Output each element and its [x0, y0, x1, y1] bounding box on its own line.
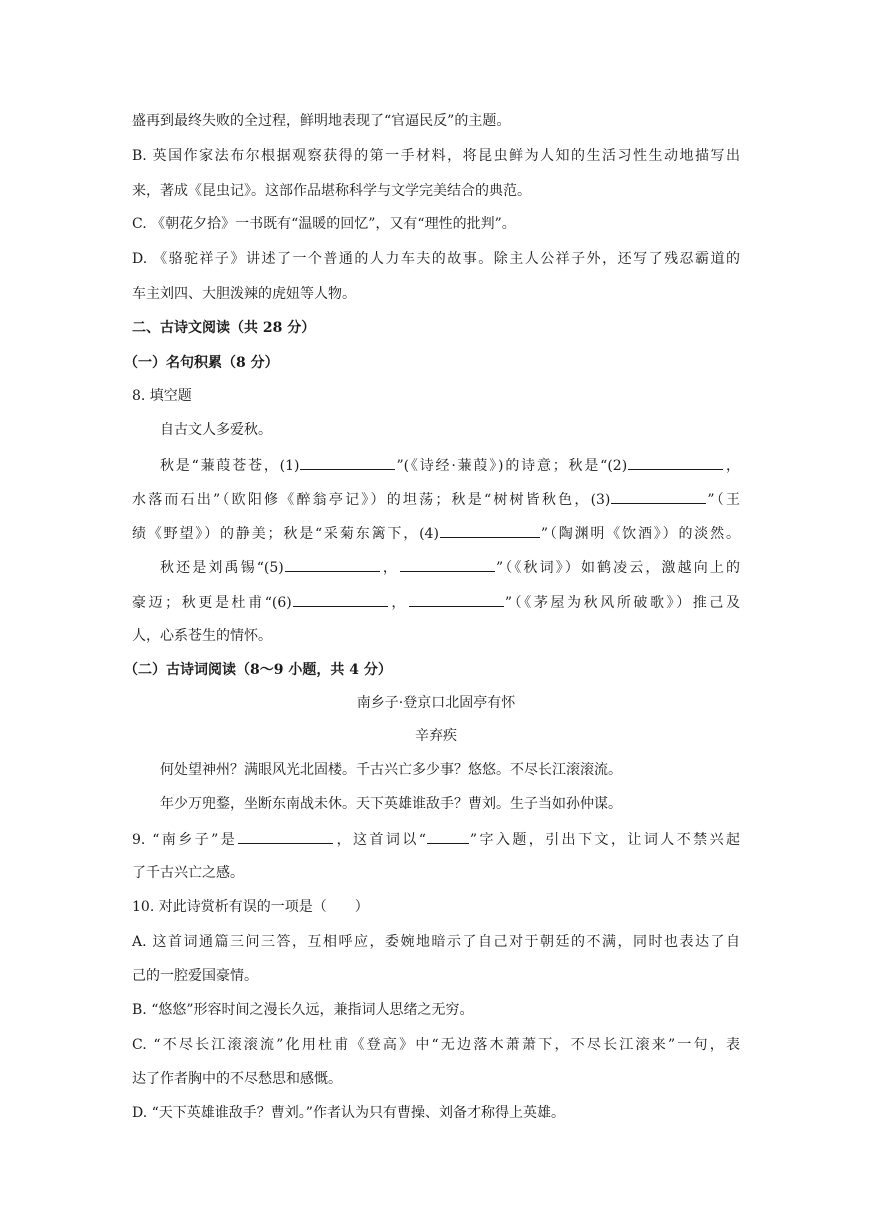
fill-blank-3[interactable] [611, 489, 706, 504]
q8-text: ， [388, 595, 408, 611]
q9-text: 9. “南乡子”是 [132, 832, 238, 848]
fill-blank-5b[interactable] [400, 557, 495, 572]
fill-blank-6a[interactable] [293, 592, 388, 607]
q10-option-b: B. “悠悠”形容时间之漫长久远，兼指词人思绪之无穷。 [132, 1002, 474, 1018]
q8-text: 水落而石出”（欧阳修《醉翁亭记》）的坦荡；秋是“树树皆秋色，(3) [132, 492, 611, 508]
poem-author: 辛弃疾 [415, 728, 457, 744]
q8-text: 秋是“蒹葭苍苍，(1) [160, 458, 300, 474]
question-9-line2: 了千古兴亡之感。 [132, 865, 244, 881]
question-8-line3 [132, 523, 740, 544]
option-d-line1: D. 《骆驼祥子》讲述了一个普通的人力车夫的故事。除主人公祥子外，还写了残忍霸道的 [132, 251, 740, 267]
poem-line-2: 年少万兜鍪，坐断东南战未休。天下英雄谁敌手？曹刘。生子当如孙仲谋。 [160, 796, 622, 812]
q9-text: ”字入题，引出下文，让词人不禁兴起 [469, 832, 741, 848]
poem-title: 南乡子·登京口北固亭有怀 [356, 695, 516, 711]
q8-text: 豪迈；秋更是杜甫“(6) [132, 595, 292, 611]
subsection-heading-1: （一）名句积累（8 分） [124, 355, 279, 371]
fill-blank-q9a[interactable] [238, 829, 333, 844]
fill-blank-1[interactable] [300, 455, 395, 470]
q8-text: ”（《秋词》）如鹤凌云，激越向上的 [495, 560, 741, 576]
q8-text: ”（陶渊明《饮酒》）的淡然。 [540, 526, 740, 542]
section-a-tail: 盛再到最终失败的全过程，鲜明地表现了“官逼民反”的主题。 [132, 113, 511, 129]
q8-text: 绩《野望》）的静美；秋是“采菊东篱下，(4) [132, 526, 439, 542]
question-9-line1 [132, 829, 740, 850]
q8-text: 秋还是刘禹锡“(5) [160, 560, 284, 576]
option-b-line2: 来，著成《昆虫记》。这部作品堪称科学与文学完美结合的典范。 [132, 183, 531, 199]
poem-line-1: 何处望神州？满眼风光北固楼。千古兴亡多少事？悠悠。不尽长江滚滚流。 [160, 762, 622, 778]
fill-blank-2[interactable] [628, 455, 723, 470]
question-8-intro: 自古文人多爱秋。 [160, 422, 272, 438]
question-8-line2 [132, 489, 740, 510]
question-8-line1 [160, 455, 740, 476]
question-8-label: 8. 填空题 [132, 388, 192, 404]
option-b-line1: B. 英国作家法布尔根据观察获得的第一手材料，将昆虫鲜为人知的生活习性生动地描写出 [132, 148, 740, 164]
fill-blank-6b[interactable] [409, 592, 504, 607]
q8-text: ”(《诗经·蒹葭》)的诗意；秋是“(2) [396, 458, 628, 474]
question-8-line6: 人，心系苍生的情怀。 [132, 628, 272, 644]
section-heading: 二、古诗文阅读（共 28 分） [132, 320, 316, 336]
q8-text: ， [724, 458, 740, 474]
subsection-heading-2: （二）古诗词阅读（8～9 小题，共 4 分） [124, 662, 392, 678]
fill-blank-q9b[interactable] [427, 829, 469, 844]
q10-option-a-line1: A. 这首词通篇三问三答，互相呼应，委婉地暗示了自己对于朝廷的不满，同时也表达了自 [132, 934, 740, 950]
q10-option-c-line1: C. “不尽长江滚滚流”化用杜甫《登高》中“无边落木萧萧下，不尽长江滚来”一句，表 [132, 1037, 740, 1053]
fill-blank-5a[interactable] [285, 557, 380, 572]
q10-option-c-line2: 达了作者胸中的不尽愁思和感慨。 [132, 1071, 342, 1087]
question-8-line5 [132, 592, 740, 613]
q8-text: ”（王 [707, 492, 740, 508]
option-d-line2: 车主刘四、大胆泼辣的虎妞等人物。 [132, 286, 356, 302]
q8-text: ， [380, 560, 399, 576]
option-c: C. 《朝花夕拾》一书既有“温暖的回忆”，又有“理性的批判”。 [132, 216, 516, 232]
fill-blank-4[interactable] [440, 523, 540, 538]
q10-option-d: D. “天下英雄谁敌手？曹刘。”作者认为只有曹操、刘备才称得上英雄。 [132, 1105, 565, 1121]
q10-option-a-line2: 己的一腔爱国豪情。 [132, 968, 258, 984]
question-10-label: 10. 对此诗赏析有误的一项是（ ） [132, 899, 369, 915]
question-8-line4 [160, 557, 740, 578]
q8-text: ”（《茅屋为秋风所破歌》）推己及 [504, 595, 740, 611]
q9-text: ，这首词以“ [334, 832, 426, 848]
